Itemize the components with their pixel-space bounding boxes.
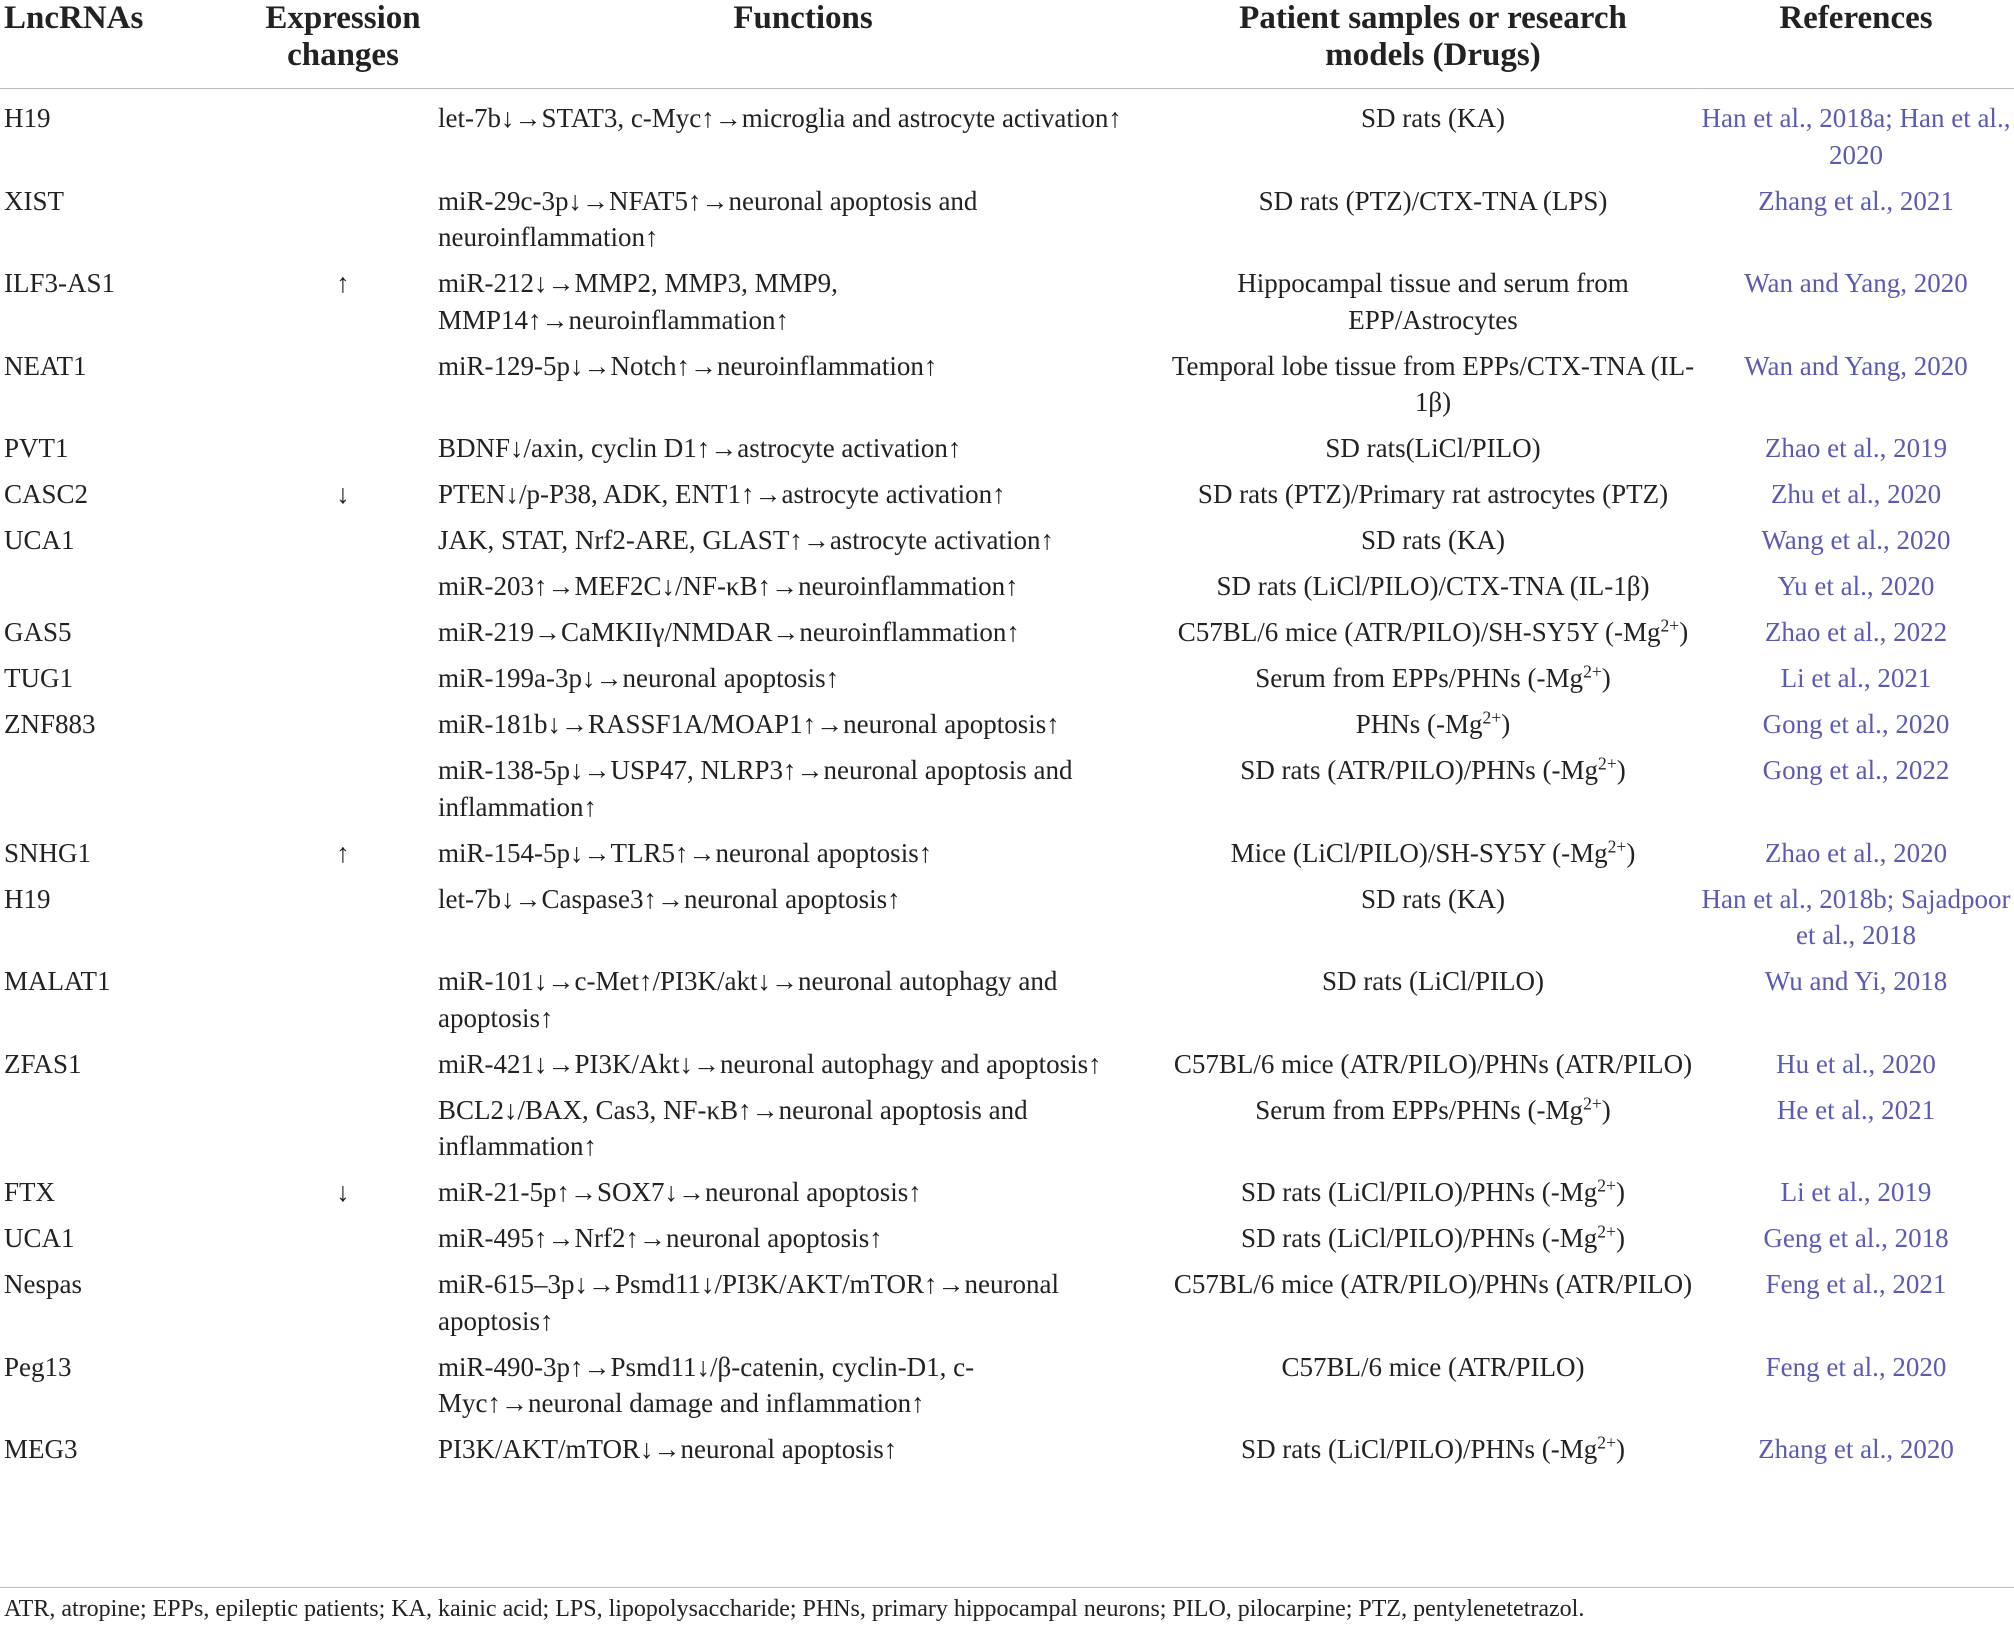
reference-link[interactable]: He et al., 2021 — [1776, 1094, 1936, 1125]
table-row — [0, 614, 2014, 660]
reference-link[interactable]: Hu et al., 2020 — [1776, 1048, 1936, 1079]
table-row — [0, 348, 2014, 431]
sample-model — [1168, 430, 1698, 476]
sample-superscript: 2+ — [1597, 1432, 1616, 1453]
sample-tail: ) — [1615, 1434, 1625, 1464]
lncrna-name: FTX — [4, 1177, 56, 1207]
sample-model — [1168, 881, 1698, 964]
expression-change: ↑ — [336, 268, 350, 298]
footer-divider — [0, 1587, 2014, 1588]
sample-text: SD rats (KA) — [1361, 525, 1505, 555]
reference-link[interactable]: Zhang et al., 2020 — [1758, 1434, 1954, 1464]
reference-link[interactable]: Zhao et al., 2019 — [1764, 433, 1948, 463]
expression-change — [248, 1431, 438, 1477]
sample-superscript: 2+ — [1660, 615, 1680, 636]
sample-superscript: 2+ — [1583, 661, 1602, 682]
lncrna-name: XIST — [4, 185, 64, 216]
table-row — [0, 1349, 2014, 1432]
sample-tail: ) — [1501, 709, 1511, 739]
sample-tail: ) — [1601, 663, 1611, 693]
sample-model — [1168, 89, 1698, 183]
expression-change — [248, 1220, 438, 1266]
sample-model — [1168, 614, 1698, 660]
sample-superscript: 2+ — [1597, 1175, 1616, 1196]
sample-tail: ) — [1601, 1094, 1611, 1125]
sample-model — [1168, 660, 1698, 706]
lncrna-name: Nespas — [4, 1269, 82, 1299]
sample-text: SD rats (PTZ)/Primary rat astrocytes (PTZ) — [1197, 479, 1669, 509]
table-body — [0, 89, 2014, 1478]
expression-change — [248, 1046, 438, 1092]
reference-link[interactable]: Feng et al., 2021 — [1765, 1269, 1947, 1299]
header-expression-changes — [248, 0, 438, 89]
sample-text: SD rats (ATR/PILO)/PHNs (-Mg — [1240, 755, 1599, 785]
table-row — [0, 1431, 2014, 1477]
reference-link[interactable]: Gong et al., 2020 — [1762, 709, 1950, 739]
table-footnote: ATR, atropine; EPPs, epileptic patients; KA, kainic acid; LPS, lipopolysaccharide; PHNs, primary hippocampal neurons; PILO, pilocarpine; PTZ, pentylenetetrazol. — [4, 1596, 1585, 1622]
expression-change — [248, 752, 438, 835]
sample-model — [1168, 1349, 1698, 1432]
sample-model — [1168, 476, 1698, 522]
reference-link[interactable]: Wan and Yang, 2020 — [1744, 350, 1968, 381]
table-row — [0, 963, 2014, 1046]
function-text: miR-138-5p↓→USP47, NLRP3↑→neuronal apoptosis and inflammation↑ — [438, 755, 1073, 822]
sample-model — [1168, 706, 1698, 752]
expression-change — [248, 183, 438, 266]
lncrna-name: H19 — [4, 103, 51, 133]
header-expression-line1: Expression — [265, 0, 421, 36]
lncrna-name: PVT1 — [4, 433, 69, 463]
lncrna-name: TUG1 — [4, 663, 73, 693]
expression-change — [248, 614, 438, 660]
reference-link[interactable]: Gong et al., 2022 — [1762, 755, 1950, 785]
reference-link[interactable]: Yu et al., 2020 — [1777, 571, 1935, 601]
table-row — [0, 752, 2014, 835]
sample-text: C57BL/6 mice (ATR/PILO)/PHNs (ATR/PILO) — [1173, 1048, 1693, 1079]
sample-tail: ) — [1679, 617, 1689, 647]
table-row — [0, 265, 2014, 348]
lncrna-name: Peg13 — [4, 1351, 72, 1382]
reference-link[interactable]: Wan and Yang, 2020 — [1744, 268, 1968, 298]
sample-model — [1168, 183, 1698, 266]
reference-link[interactable]: Geng et al., 2018 — [1763, 1223, 1949, 1253]
function-text: PTEN↓/p-P38, ADK, ENT1↑→astrocyte activation↑ — [438, 479, 1006, 509]
lncrna-name — [0, 752, 248, 835]
reference-link[interactable]: Zhao et al., 2022 — [1764, 617, 1948, 647]
sample-text: SD rats (KA) — [1361, 103, 1505, 133]
reference-link[interactable]: Wu and Yi, 2018 — [1764, 966, 1948, 996]
table-row — [0, 1220, 2014, 1266]
lncrna-name: H19 — [4, 883, 51, 914]
sample-model — [1168, 348, 1698, 431]
sample-text: SD rats (LiCl/PILO)/CTX-TNA (IL-1β) — [1216, 571, 1650, 601]
lncrna-name: ZFAS1 — [4, 1048, 82, 1079]
reference-link[interactable]: Han et al., 2018b; Sajadpoor et al., 2018 — [1701, 883, 2011, 950]
function-text: JAK, STAT, Nrf2-ARE, GLAST↑→astrocyte activation↑ — [438, 525, 1054, 555]
sample-model — [1168, 1046, 1698, 1092]
table-row — [0, 89, 2014, 183]
sample-text: Serum from EPPs/PHNs (-Mg — [1255, 1094, 1584, 1125]
sample-text: Hippocampal tissue and serum from EPP/Astrocytes — [1237, 268, 1629, 335]
lncrna-name: NEAT1 — [4, 350, 87, 381]
expression-change — [248, 348, 438, 431]
sample-model — [1168, 963, 1698, 1046]
lncrna-name: SNHG1 — [4, 837, 92, 868]
table-row — [0, 1046, 2014, 1092]
reference-link[interactable]: Zhao et al., 2020 — [1764, 837, 1948, 868]
lncrna-name: MEG3 — [4, 1434, 78, 1464]
sample-superscript: 2+ — [1482, 707, 1502, 728]
header-lncrnas: LncRNAs — [0, 0, 248, 89]
function-text: PI3K/AKT/mTOR↓→neuronal apoptosis↑ — [438, 1434, 898, 1464]
sample-superscript: 2+ — [1583, 1092, 1602, 1113]
header-references: References — [1698, 0, 2014, 89]
expression-change — [248, 568, 438, 614]
expression-change — [248, 1092, 438, 1175]
sample-text: C57BL/6 mice (ATR/PILO)/SH-SY5Y (-Mg — [1177, 617, 1661, 647]
sample-text: SD rats (LiCl/PILO)/PHNs (-Mg — [1241, 1177, 1598, 1207]
table-row — [0, 1092, 2014, 1175]
lncrna-name: ILF3-AS1 — [4, 268, 116, 298]
table-row — [0, 706, 2014, 752]
table-header — [0, 0, 2014, 89]
sample-text: SD rats (LiCl/PILO)/PHNs (-Mg — [1241, 1434, 1598, 1464]
expression-change — [248, 963, 438, 1046]
expression-change — [248, 706, 438, 752]
function-text: miR-129-5p↓→Notch↑→neuroinflammation↑ — [438, 350, 938, 381]
header-functions: Functions — [438, 0, 1168, 89]
expression-change — [248, 1349, 438, 1432]
sample-superscript: 2+ — [1597, 1221, 1616, 1242]
sample-text: C57BL/6 mice (ATR/PILO) — [1281, 1351, 1585, 1382]
function-text: miR-212↓→MMP2, MMP3, MMP9, MMP14↑→neuroinflammation↑ — [438, 268, 838, 335]
lncrna-name: CASC2 — [4, 479, 89, 509]
sample-model — [1168, 1092, 1698, 1175]
function-text: miR-21-5p↑→SOX7↓→neuronal apoptosis↑ — [438, 1177, 922, 1207]
expression-change — [248, 1266, 438, 1349]
function-text: miR-199a-3p↓→neuronal apoptosis↑ — [438, 663, 840, 693]
table-row — [0, 1266, 2014, 1349]
sample-model — [1168, 522, 1698, 568]
sample-text: PHNs (-Mg — [1355, 709, 1483, 739]
expression-change: ↓ — [336, 479, 350, 509]
lncrna-name: ZNF883 — [4, 709, 96, 739]
sample-text: SD rats (LiCl/PILO)/PHNs (-Mg — [1241, 1223, 1598, 1253]
function-text: miR-495↑→Nrf2↑→neuronal apoptosis↑ — [438, 1223, 883, 1253]
lncrna-name: GAS5 — [4, 617, 72, 647]
sample-model — [1168, 1220, 1698, 1266]
table-row — [0, 660, 2014, 706]
reference-link[interactable]: Zhu et al., 2020 — [1770, 479, 1942, 509]
function-text: miR-490-3p↑→Psmd11↓/β-catenin, cyclin-D1, c-Myc↑→neuronal damage and inflammation↑ — [438, 1351, 975, 1418]
function-text: let-7b↓→STAT3, c-Myc↑→microglia and astrocyte activation↑ — [438, 103, 1122, 133]
sample-text: SD rats (KA) — [1361, 883, 1505, 914]
expression-change: ↓ — [336, 1177, 350, 1207]
expression-change — [248, 89, 438, 183]
lncrna-name: UCA1 — [4, 525, 75, 555]
function-text: BDNF↓/axin, cyclin D1↑→astrocyte activation↑ — [438, 433, 962, 463]
function-text: miR-421↓→PI3K/Akt↓→neuronal autophagy and apoptosis↑ — [438, 1048, 1102, 1079]
sample-tail: ) — [1626, 837, 1636, 868]
function-text: miR-181b↓→RASSF1A/MOAP1↑→neuronal apoptosis↑ — [438, 709, 1060, 739]
sample-model — [1168, 1174, 1698, 1220]
lncrna-name — [0, 1092, 248, 1175]
reference-link[interactable]: Li et al., 2019 — [1780, 1177, 1932, 1207]
sample-text: Serum from EPPs/PHNs (-Mg — [1255, 663, 1584, 693]
sample-model — [1168, 568, 1698, 614]
function-text: miR-203↑→MEF2C↓/NF-κB↑→neuroinflammation↑ — [438, 571, 1019, 601]
sample-superscript: 2+ — [1598, 753, 1617, 774]
sample-text: SD rats(LiCl/PILO) — [1325, 433, 1541, 463]
table-row — [0, 476, 2014, 522]
expression-change: ↑ — [336, 837, 350, 868]
sample-text: Temporal lobe tissue from EPPs/CTX-TNA (IL-1β) — [1171, 350, 1695, 417]
lncrna-name: UCA1 — [4, 1223, 75, 1253]
sample-model — [1168, 835, 1698, 881]
table-row — [0, 835, 2014, 881]
function-text: miR-29c-3p↓→NFAT5↑→neuronal apoptosis and neuroinflammation↑ — [438, 185, 978, 252]
header-expression-line2: changes — [287, 37, 399, 73]
table-row — [0, 1174, 2014, 1220]
sample-tail: ) — [1615, 1177, 1625, 1207]
table-row — [0, 183, 2014, 266]
function-text: miR-154-5p↓→TLR5↑→neuronal apoptosis↑ — [438, 837, 933, 868]
expression-change — [248, 881, 438, 964]
reference-link[interactable]: Wang et al., 2020 — [1761, 525, 1951, 555]
sample-text: Mice (LiCl/PILO)/SH-SY5Y (-Mg — [1230, 837, 1608, 868]
function-text: let-7b↓→Caspase3↑→neuronal apoptosis↑ — [438, 883, 901, 914]
table-row — [0, 522, 2014, 568]
sample-model — [1168, 1431, 1698, 1477]
function-text: miR-615–3p↓→Psmd11↓/PI3K/AKT/mTOR↑→neuronal apoptosis↑ — [438, 1269, 1059, 1336]
expression-change — [248, 660, 438, 706]
sample-model — [1168, 752, 1698, 835]
expression-change — [248, 522, 438, 568]
reference-link[interactable]: Han et al., 2018a; Han et al., 2020 — [1701, 103, 2011, 170]
sample-text: SD rats (PTZ)/CTX-TNA (LPS) — [1258, 185, 1608, 216]
function-text: BCL2↓/BAX, Cas3, NF-κB↑→neuronal apoptosis and inflammation↑ — [438, 1094, 1028, 1161]
expression-change — [248, 430, 438, 476]
header-samples — [1168, 0, 1698, 89]
lncrna-name — [0, 568, 248, 614]
table-row — [0, 430, 2014, 476]
function-text: miR-101↓→c-Met↑/PI3K/akt↓→neuronal autophagy and apoptosis↑ — [438, 966, 1058, 1033]
sample-model — [1168, 265, 1698, 348]
table-row — [0, 881, 2014, 964]
sample-superscript: 2+ — [1607, 835, 1627, 856]
sample-text: SD rats (LiCl/PILO) — [1322, 966, 1544, 996]
sample-model — [1168, 1266, 1698, 1349]
reference-link[interactable]: Zhang et al., 2021 — [1758, 185, 1954, 216]
sample-tail: ) — [1616, 755, 1626, 785]
lncrna-name: MALAT1 — [4, 966, 111, 996]
sample-tail: ) — [1615, 1223, 1625, 1253]
header-samples-line1: Patient samples or research — [1239, 0, 1627, 36]
reference-link[interactable]: Li et al., 2021 — [1780, 663, 1932, 693]
sample-text: C57BL/6 mice (ATR/PILO)/PHNs (ATR/PILO) — [1173, 1269, 1693, 1299]
table-row — [0, 568, 2014, 614]
header-samples-line2: models (Drugs) — [1325, 37, 1541, 73]
function-text: miR-219→CaMKIIγ/NMDAR→neuroinflammation↑ — [438, 617, 1020, 647]
reference-link[interactable]: Feng et al., 2020 — [1765, 1351, 1947, 1382]
